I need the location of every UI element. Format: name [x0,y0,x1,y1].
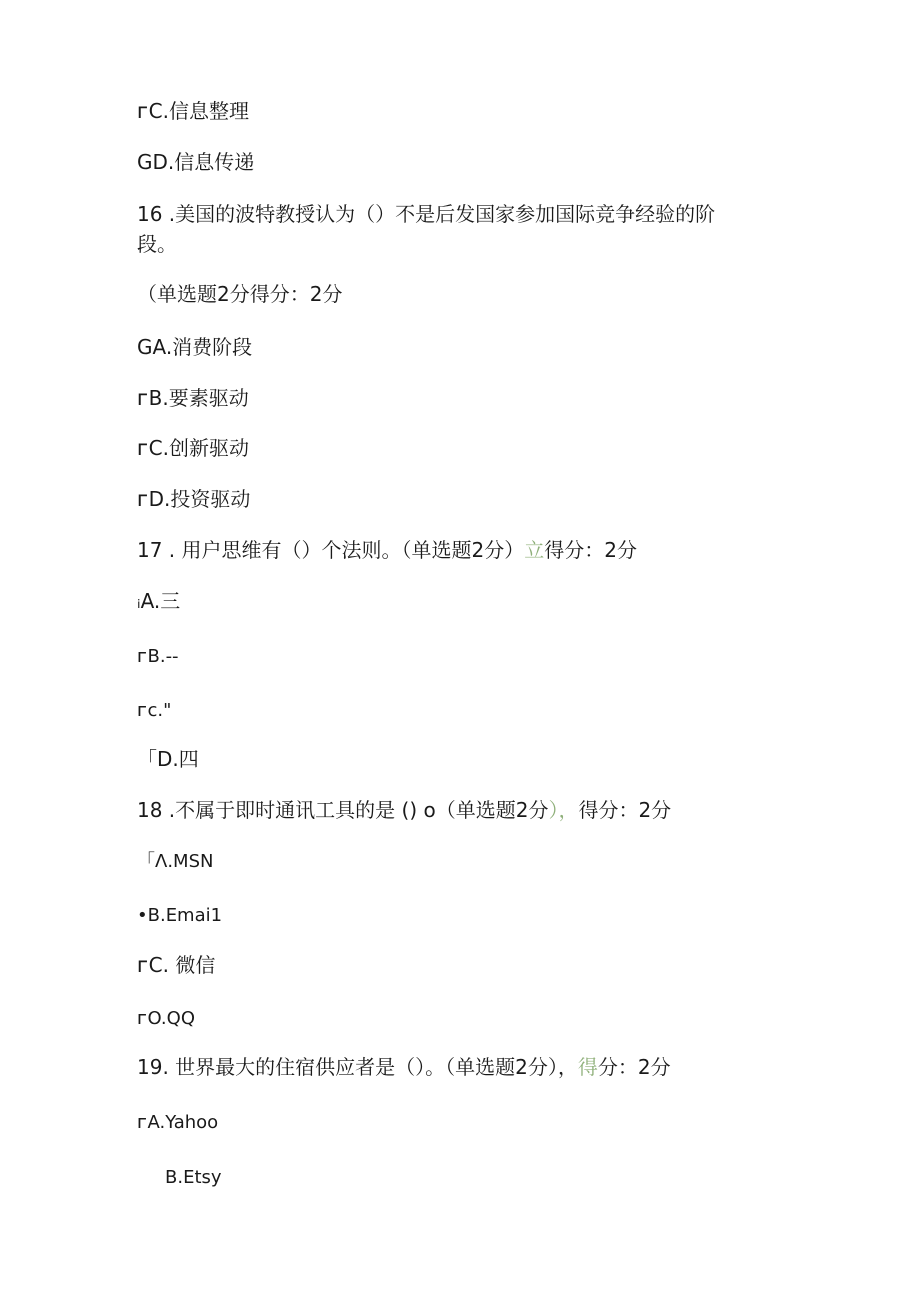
option-d-info-transfer: GD.信息传递 [137,150,255,174]
question-17-text [137,536,637,564]
question-17-green-mark: 立 [524,538,545,562]
question-17-option-b: ᴦB.-- [137,646,179,667]
question-18-prompt: 18 .不属于即时通讯工具的是 () o（单选题2分 [137,798,549,822]
question-17-option-c: ᴦc." [137,700,172,721]
question-19-green-mark: 得 [577,1055,598,1079]
question-19-text [137,1053,671,1081]
question-17-prompt: 17 . 用户思维有（）个法则。（单选题2分） [137,538,525,562]
question-19-prompt: 19. 世界最大的住宿供应者是（）。（单选题2分）， [137,1055,578,1079]
question-18-score: 得分：2分 [578,798,672,822]
question-18-option-d: ᴦO.QQ [137,1008,195,1029]
question-16-meta: （单选题2分得分：2分 [137,282,343,306]
question-19-score: 分：2分 [597,1055,671,1079]
question-17-option-a: ᵢA.三 [137,589,181,613]
option-c-info-organize: ᴦC.信息整理 [137,99,249,123]
question-16-option-a: GA.消费阶段 [137,335,253,359]
question-16-option-c: ᴦC.创新驱动 [137,436,249,460]
question-19-option-a: ᴦA.Yahoo [137,1112,219,1133]
question-18-option-c: ᴦC. 微信 [137,953,216,977]
question-16-option-d: ᴦD.投资驱动 [137,487,251,511]
question-16-text: 16 .美国的波特教授认为（）不是后发国家参加国际竞争经验的阶 [137,202,716,226]
question-18-option-a: 「Λ.MSN [137,851,214,872]
question-17-score: 得分：2分 [544,538,637,562]
question-18-option-b: •B.Emai1 [137,905,223,926]
question-18-green-mark: ）， [548,798,579,822]
question-16-text-cont: 段。 [137,232,177,256]
question-19-option-b: B.Etsy [165,1167,222,1188]
question-17-option-d: 「D.四 [137,747,199,771]
question-16-option-b: ᴦB.要素驱动 [137,386,249,410]
question-18-text [137,796,671,824]
